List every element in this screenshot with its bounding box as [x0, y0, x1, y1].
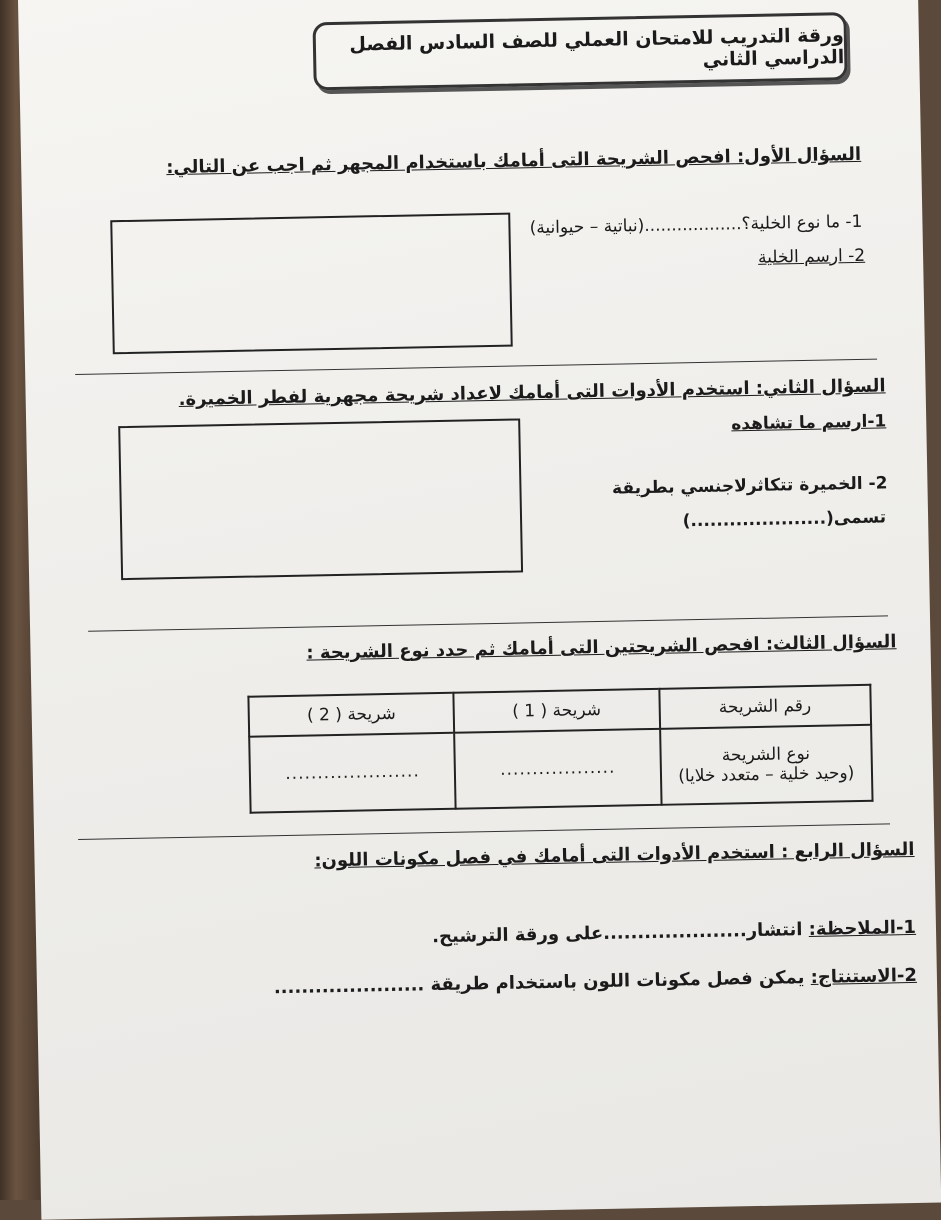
divider-3 [78, 823, 890, 840]
q1-item2: 2- ارسم الخلية [757, 245, 866, 268]
q4-item1 [432, 917, 916, 947]
q4-heading: السؤال الرابع : استخدم الأدوات التى أمامك في فصل مكونات اللون: [314, 838, 915, 872]
q4-item2 [274, 965, 917, 998]
row-label-line2: (وحيد خلية – متعدد خلايا) [678, 763, 855, 787]
slides-table [247, 684, 873, 814]
q2-item2-line2: تسمى(.....................) [682, 507, 887, 532]
q1-drawing-box[interactable] [110, 213, 512, 355]
row-label-slide-type [660, 725, 873, 805]
q2-heading: السؤال الثاني: استخدم الأدوات التى أمامك لاعداد شريحة مجهرية لفطر الخميرة. [178, 375, 886, 410]
divider-1 [75, 359, 877, 375]
worksheet-title: ورقة التدريب للامتحان العملي للصف السادس الفصل الدراسي الثاني [349, 24, 845, 71]
slide-2-answer-cell[interactable] [249, 733, 456, 813]
header-slide-2: شريحة ( 2 ) [248, 693, 454, 737]
q2-item1: 1-ارسم ما تشاهده [731, 411, 887, 435]
q2-drawing-box[interactable] [118, 418, 523, 580]
q4-item2-label: 2-الاستنتاج: [810, 964, 918, 988]
divider-2 [88, 615, 888, 631]
q4-item1-label: 1-الملاحظة: [808, 916, 917, 940]
row-label-line1: نوع الشريحة [721, 743, 811, 766]
slide-1-blank: .................. [499, 757, 616, 780]
slide-2-blank: ..................... [285, 761, 420, 785]
q1-heading: السؤال الأول: افحص الشريحة التى أمامك باستخدام المجهر ثم اجب عن التالي: [166, 143, 862, 179]
q3-heading: السؤال الثالث: افحص الشريحتين التى أمامك ثم حدد نوع الشريحة : [306, 631, 897, 664]
worksheet-page [18, 0, 941, 1220]
q1-item1: 1- ما نوع الخلية؟..................(نباتية – حيوانية) [529, 211, 863, 239]
header-slide-1: شريحة ( 1 ) [454, 689, 660, 733]
q2-item2-line1: 2- الخميرة تتكاثرلاجنسي بطريقة [611, 473, 888, 499]
table-row [249, 725, 872, 813]
q4-item1-text: انتشار.....................على ورقة الترشيح. [431, 918, 809, 948]
header-slide-number: رقم الشريحة [659, 685, 871, 729]
title-box [312, 12, 847, 90]
q4-item2-text: يمكن فصل مكونات اللون باستخدام طريقة ...................... [273, 966, 811, 999]
slide-1-answer-cell[interactable] [454, 729, 661, 809]
